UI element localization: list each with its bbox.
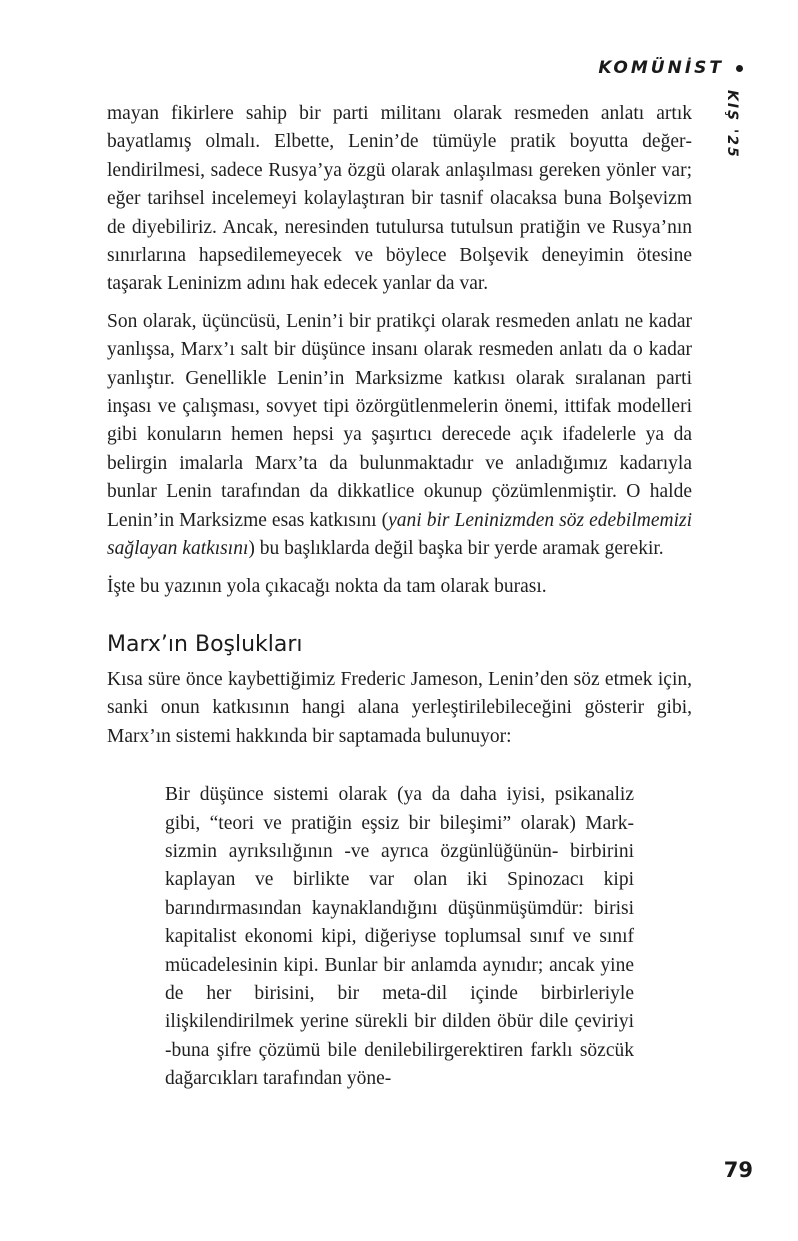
paragraph-2-text-a: Son olarak, üçüncüsü, Lenin’i bir pratikçi olarak resmeden anlatı ne kadar yanlışsa, Marx’ı salt bir düşünce insanı olarak resmeden anlatı da o kadar yanlıştır. Genellikle Lenin’in Marksizme katkısı olarak sıralanan parti inşası ve çalışması, sovyet tipi özörgütlenmelerin önemi, ittifak modelleri gibi konuların hemen hepsi ya şaşırtıcı derecede açık ifadelerle ya da belirgin imalarla Marx’ta da bulunmaktadır ve anladığımız kadarıyla bunlar Lenin tarafından da dikkatlice okunup çözümlenmiştir. O halde Lenin’in Marksizme esas katkısını ( — [107, 310, 692, 531]
paragraph-2-italic: yani bir Leninizmden söz edebilmemizi sağlayan katkısını — [107, 509, 693, 560]
running-head — [598, 58, 743, 78]
paragraph-2-text-b: ) bu başlıklarda değil başka bir yerde aramak gerekir. — [248, 538, 664, 560]
bullet-dot-icon — [736, 65, 743, 72]
article-body — [107, 100, 692, 1094]
page-number: 79 — [723, 1158, 753, 1182]
section-heading: Marx’ın Boşlukları — [107, 631, 303, 657]
paragraph-2 — [107, 308, 692, 564]
paragraph-1: mayan fikirlere sahip bir parti militanı olarak resmeden anlatı artık bayatlamış olmalı. Elbette, Lenin’de tümüyle pratik boyutta değerlendirilmesi, sadece Rusya’ya özgü olarak anlaşılması gereken yönler var; eğer tarihsel incelemeyi kolaylaştıran bir tasnif olacaksa buna Bolşevizm de diyebiliriz. Ancak, neresinden tutulursa tutulsun pratiğin ve Rusya’nın sınırlarına hapsedilemeyecek ve böylece Bolşevik deneyimin ötesine taşarak Leninizm adını hak edecek yanlar da var. — [107, 103, 692, 295]
issue-label: KIŞ '25 — [724, 90, 740, 159]
magazine-title: KOMÜNİST — [598, 58, 724, 78]
paragraph-3: İşte bu yazının yola çıkacağı nokta da tam olarak burası. — [107, 575, 547, 597]
block-quote: Bir düşünce sistemi olarak (ya da daha iyisi, psikanaliz gibi, “teori ve pratiğin eşsiz bir bileşimi” olarak) Marksizmin ayrıksılığının -ve ayrıca özgünlüğünün- birbirini kaplayan ve birlikte var olan iki Spinozacı kipi barındırmasından kaynaklandığını düşünmüşümdür: birisi kapitalist ekonomi kipi, diğeriyse toplumsal sınıf ve sınıf mücadelesinin kipi. Bunlar bir anlamda aynıdır; ancak yine de her birisini, bir meta-dil içinde birbirleriyle ilişkilendirilmek yerine sürekli bir dilden öbür dile çeviriyi -buna şifre çözümü bile denilebilirgerektiren farklı sözcük dağarcıkları tarafından yöne- — [165, 784, 634, 1090]
paragraph-4: Kısa süre önce kaybettiğimiz Frederic Jameson, Lenin’den söz etmek için, sanki onun katkısının hangi alana yerleştirilebileceğini gösterir gibi, Marx’ın sistemi hakkında bir saptamada bulunuyor: — [107, 668, 692, 747]
